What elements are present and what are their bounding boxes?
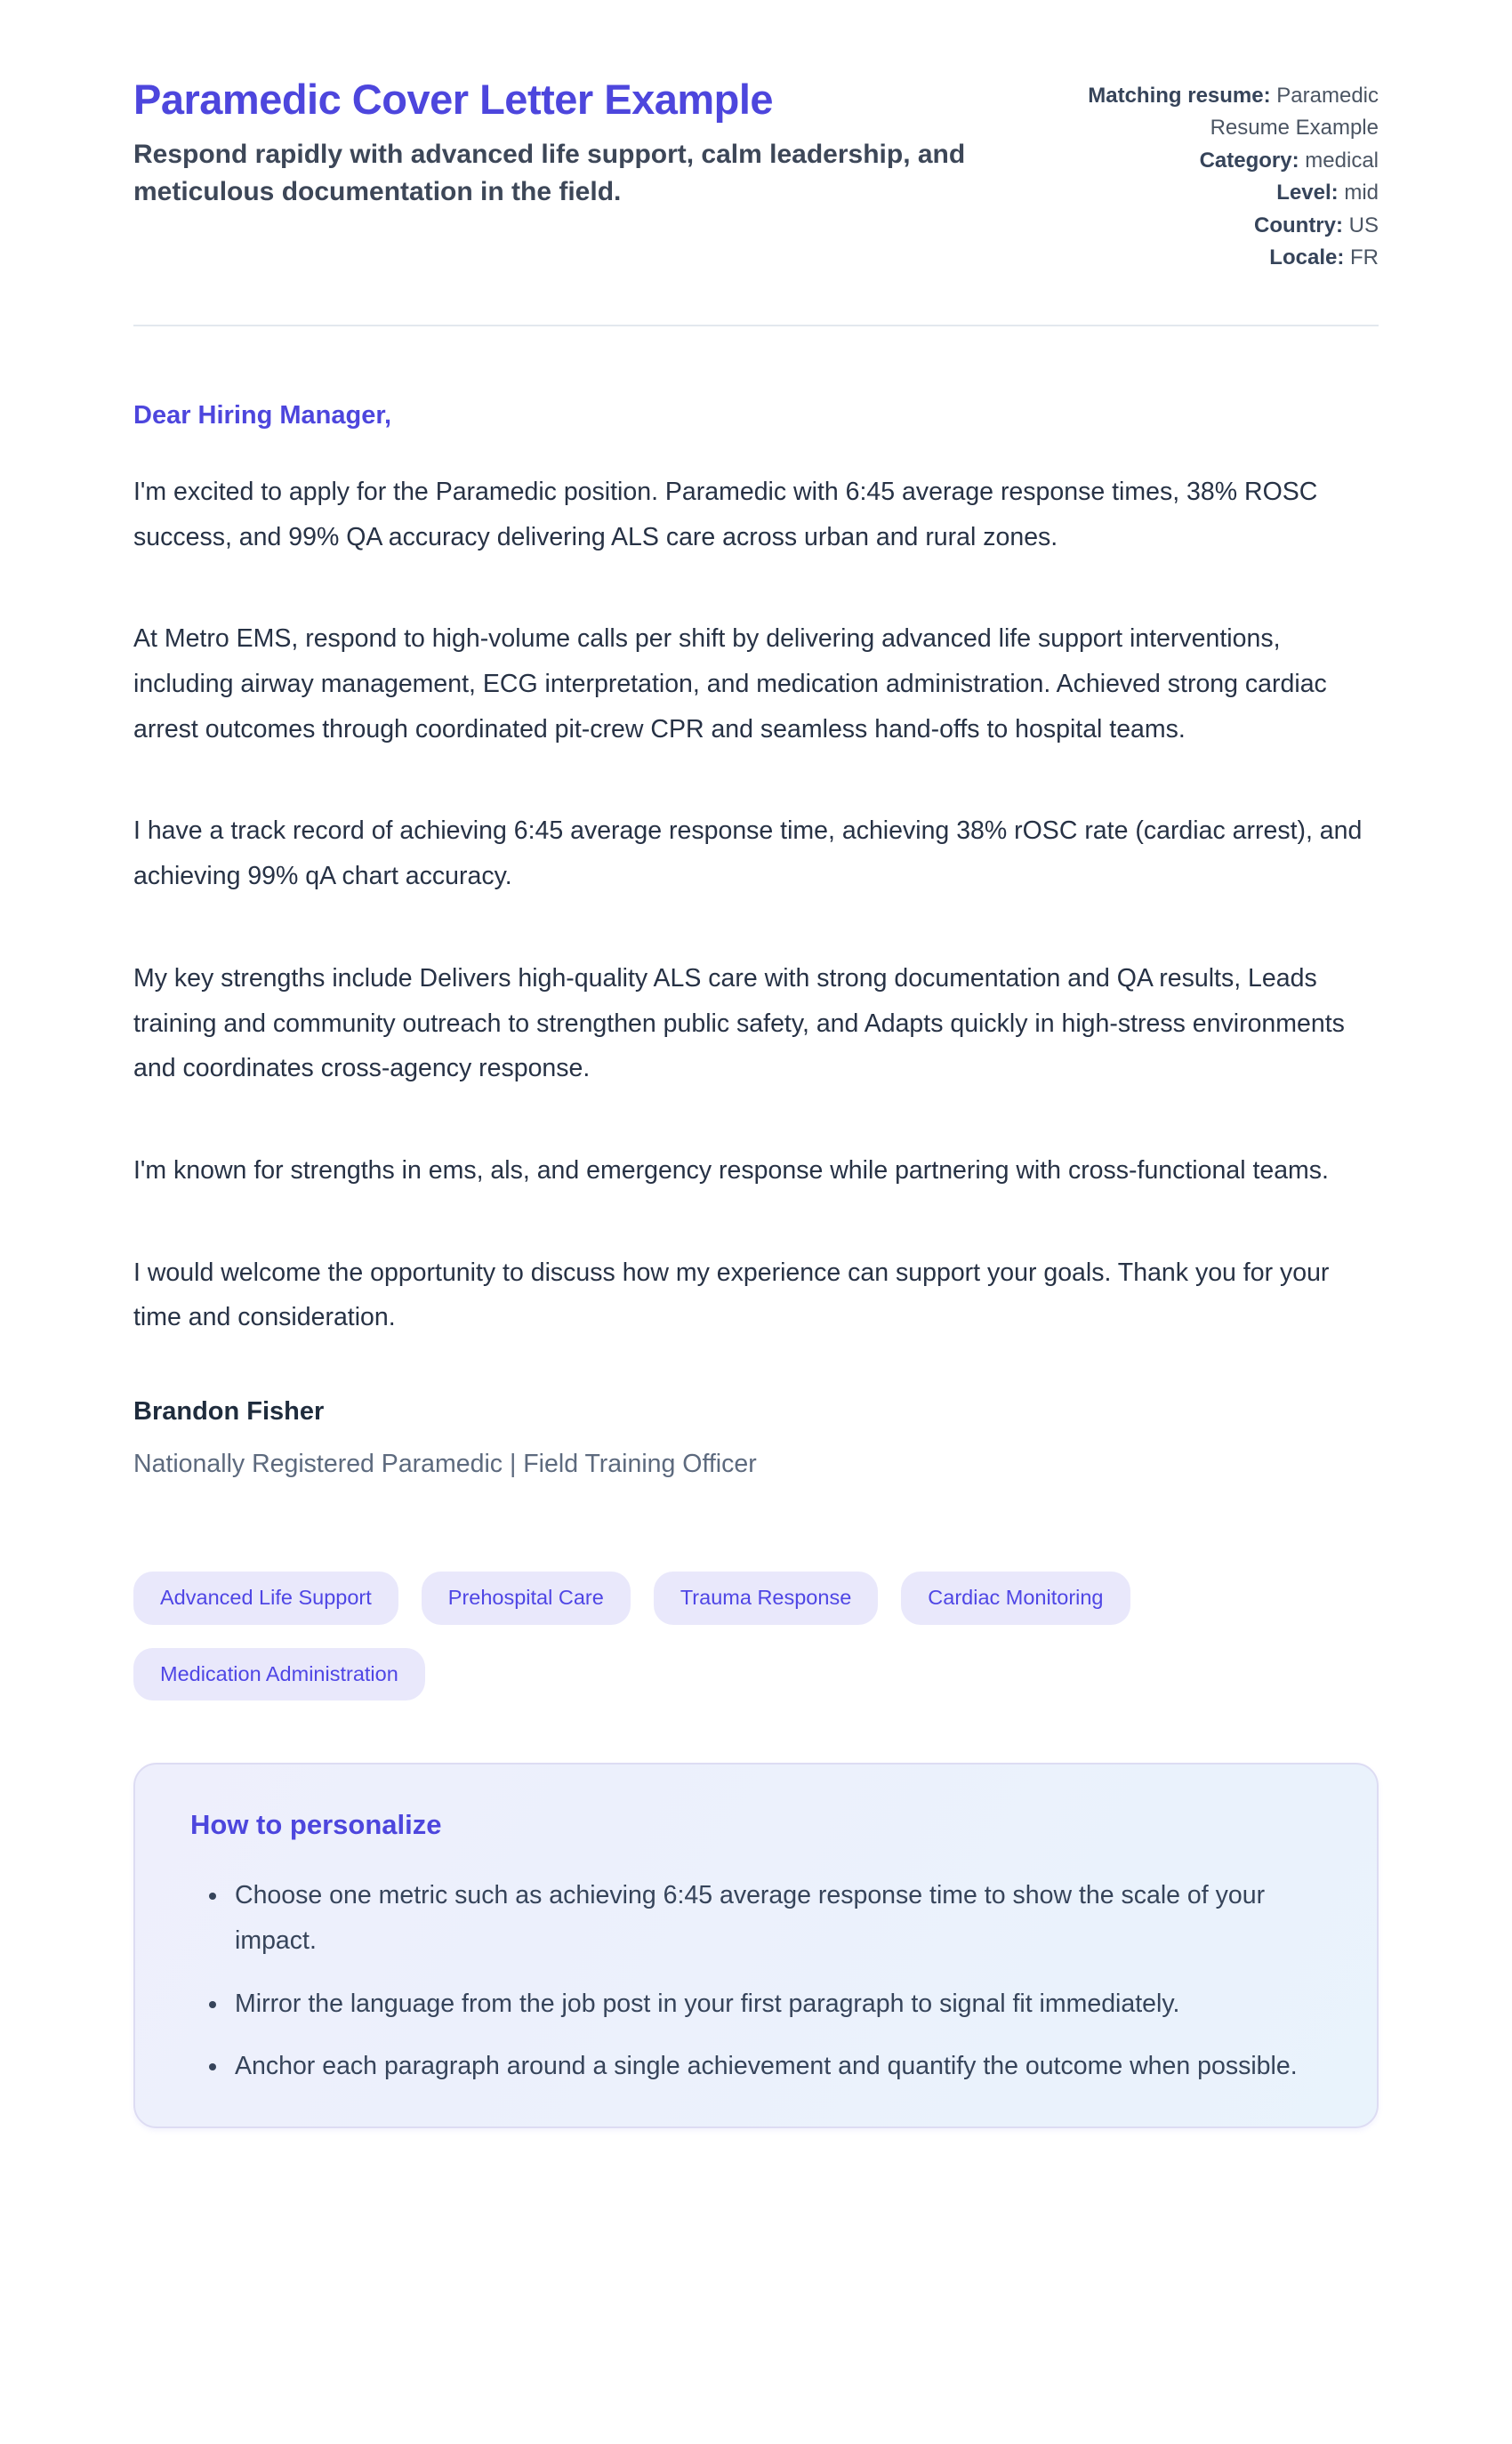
meta-label: Matching resume:	[1088, 84, 1271, 108]
page-title: Paramedic Cover Letter Example	[133, 76, 774, 123]
page-header	[133, 76, 1379, 275]
header-divider	[133, 325, 1379, 326]
skill-tag: Cardiac Monitoring	[901, 1572, 1130, 1625]
letter-paragraph: At Metro EMS, respond to high-volume calls per shift by delivering advanced life support interventions, including airway management, ECG interpretation, and medication administration. Achieved strong cardiac arrest outcomes through coordinated pit-crew CPR and seamless hand-offs to hospital teams.	[133, 624, 1327, 744]
callout-bullet-list	[190, 1873, 1322, 2089]
meta-value: medical	[1305, 148, 1379, 173]
callout-heading: How to personalize	[190, 1809, 442, 1841]
meta-row-level	[1014, 177, 1379, 209]
meta-value: mid	[1344, 181, 1379, 205]
skill-tag-list	[133, 1572, 1379, 1700]
letter-paragraph: My key strengths include Delivers high-quality ALS care with strong documentation and QA results, Leads training and community outreach to strengthen public safety, and Adapts quickly in high-stress environments and coordinates cross-agency response.	[133, 963, 1345, 1083]
meta-label: Category:	[1199, 148, 1299, 173]
callout-bullet: • Choose one metric such as achieving 6:45 average response time to show the scale of your impact.	[229, 1873, 1322, 1963]
skill-tag: Advanced Life Support	[133, 1572, 398, 1625]
meta-label: Country:	[1254, 213, 1343, 237]
letter-paragraph: I'm known for strengths in ems, als, and emergency response while partnering with cross-functional teams.	[133, 1156, 1329, 1185]
letter-paragraph: I would welcome the opportunity to discuss how my experience can support your goals. Thank you for your time and consideration.	[133, 1258, 1330, 1332]
skill-tag: Medication Administration	[133, 1648, 425, 1701]
meta-block	[1014, 76, 1379, 275]
meta-value: US	[1348, 213, 1379, 237]
callout-bullet: • Anchor each paragraph around a single achievement and quantify the outcome when possible.	[229, 2044, 1322, 2089]
skill-tag: Prehospital Care	[422, 1572, 631, 1625]
skill-tag: Trauma Response	[654, 1572, 878, 1625]
signature-title: Nationally Registered Paramedic | Field Training Officer	[133, 1450, 757, 1479]
how-to-personalize-callout	[133, 1763, 1379, 2128]
page-subtitle: Respond rapidly with advanced life support, calm leadership, and meticulous documentation in the field.	[133, 139, 966, 207]
header-title-block	[133, 76, 978, 212]
letter-body	[133, 401, 1379, 1479]
letter-paragraph: I have a track record of achieving 6:45 average response time, achieving 38% rOSC rate (cardiac arrest), and achieving 99% qA chart accuracy.	[133, 816, 1363, 891]
letter-paragraph: I'm excited to apply for the Paramedic position. Paramedic with 6:45 average response times, 38% ROSC success, and 99% QA accuracy delivering ALS care across urban and rural zones.	[133, 477, 1318, 551]
meta-row-matching-resume	[1014, 80, 1379, 145]
meta-row-country	[1014, 210, 1379, 242]
meta-row-category	[1014, 145, 1379, 177]
letter-greeting: Dear Hiring Manager,	[133, 400, 392, 430]
meta-row-locale	[1014, 242, 1379, 274]
callout-bullet: • Mirror the language from the job post in your first paragraph to signal fit immediately.	[229, 1982, 1322, 2027]
meta-value: Paramedic Resume Example	[1210, 84, 1379, 141]
signature-name: Brandon Fisher	[133, 1397, 325, 1427]
meta-label: Locale:	[1269, 245, 1345, 270]
meta-value: FR	[1350, 245, 1379, 270]
meta-label: Level:	[1276, 181, 1339, 205]
